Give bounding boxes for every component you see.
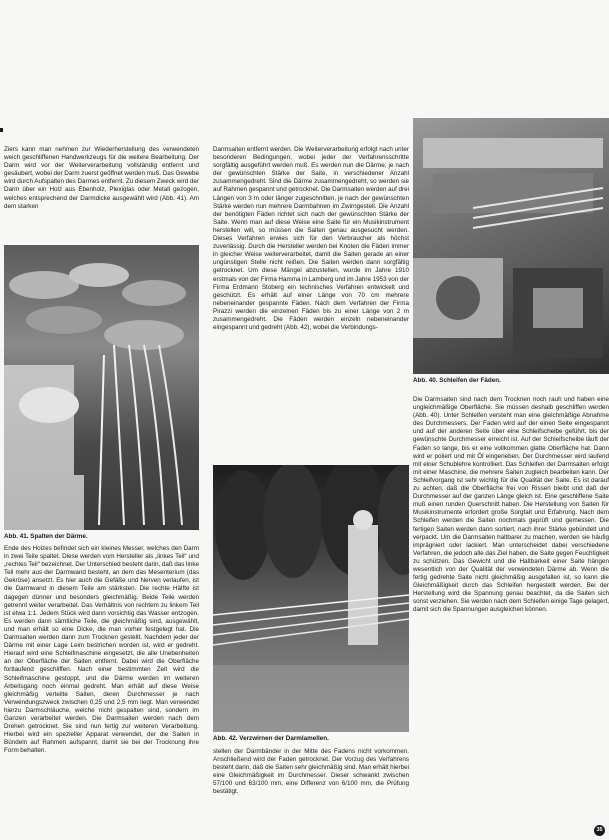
column-3-text xyxy=(413,396,609,836)
photo-twisting-lamellae xyxy=(213,465,409,732)
column-2-bottom-text xyxy=(213,748,409,838)
photo-grinding-threads xyxy=(413,118,609,374)
paragraph: Ziers kann man nehmen zur Wiederherstellung des verwendeten weich geschliffenen Handwerkzeugs für die weitere Bearbeitung. Der Darm wird vor der Weiterverarbeitung vollständig entfernt und gesäubert, wobei der Darm zuerst geöffnet werden muß. Das Gewebe wird durch Aufspalten des Darmes entfernt. Zu diesem Zweck wird der Darm über ein Holz aus Ebenholz, Plexiglas oder Metall gezogen, welches entsprechend der Darmdicke ausgewählt wird (Abb. 41). Am dem starken xyxy=(4,146,199,210)
paragraph: Die Darmsaiten sind nach dem Trocknen noch rauh und haben eine ungleichmäßige Oberfläche. Sie müssen deshalb geschliffen werden (Abb. 40). Unter Schleifen versteht man eine gleichmäßige Abnahme des Durchmessers. Der Faden wird auf der einen Seite eingespannt und auf der anderen Seite über eine Schleifscheibe geführt, bis der gewünschte Durchmesser erreicht ist. Auf der Schleifscheibe läuft der Faden so lange, bis er eine vollkommen glatte Oberfläche hat. Dann wird er poliert und mit Öl eingerieben. Der Durchmesser wird laufend mit einer Schublehre kontrolliert. Das Schleifen der Darmsaiten erfolgt mit einer Maschine, die mehrere Saiten zugleich bearbeiten kann. Der Schleifvorgang ist sehr wichtig für die Qualität der Saite. Es ist darauf zu achten, daß die Oberfläche frei von Rissen bleibt und daß der Durchmesser auf der ganzen Länge gleich ist. Eine geschliffene Saite muß einen runden Querschnitt haben. Die Herstellung von Saiten für Musikinstrumente erfordert große Sorgfalt und Erfahrung. Nach dem Schleifen werden die Saiten nochmals geprüft und gemessen. Die fertigen Saiten werden dann sortiert, nach ihrer Stärke gebündelt und verpackt. Um die Darmsaiten haltbarer zu machen, werden sie häufig imprägniert oder lackiert. Man unterscheidet dabei verschiedene Verfahren, die jedoch alle das Ziel haben, die Saite gegen Feuchtigkeit zu schützen. Das Gewicht und die Haltbarkeit einer Saite hängen wesentlich von der Qualität der verwendeten Därme ab. Wenn die fertig gedrehte Saite nicht gleichmäßig ausgefallen ist, so kann die Gleichmäßigkeit durch das Schleifen hergestellt werden. Bei der Herstellung wird die Spannung genau beachtet, da die Saiten sich sonst verziehen. Sie werden nach dem Schleifen einige Tage gelagert, damit sich die Spannungen ausgleichen können. xyxy=(413,396,609,614)
page-number: 35 xyxy=(594,825,605,836)
column-1-bottom-text xyxy=(4,545,199,838)
paragraph: stellen der Darmbänder in der Mitte des Fadens nicht vorkommen. Anschließend wird der Faden getrocknet. Der Vorzug des Verfahrens besteht darin, daß die Saiten sehr gleichmäßig sind. Man erhält hierbei eine Gleichmäßigkeit im Durchmesser. Dieser schwankt zwischen 57/100 und 63/100 mm, eine Differenz von 6/100 mm, die Prüfung bestätigt. xyxy=(213,748,409,796)
photo-illustration xyxy=(413,118,609,374)
figure-caption-41: Abb. 41. Spalten der Därme. xyxy=(4,533,88,540)
column-1-top-text xyxy=(4,146,199,238)
paragraph: Darmsaiten entfernt werden. Die Weiterverarbeitung erfolgt nach unter besonderen Bedingungen, wobei jeder der Verfahrensschritte sorgfältig ausgeführt werden muß. Es werden nun die Därme, je nach der gewünschten Stärke der Saite, in verschiedener Anzahl zusammengedreht. Sind die Därme zusammengedreht, so werden sie auf Rahmen gespannt und getrocknet. Die Darmsaiten werden auf drei Längen von 3 m oder länger zugeschnitten, je nach der gewünschten Stärke werden nun mehrere Darmbahnen im Zwirngestell. Die Anzahl der benötigten Fäden richtet sich nach der gewünschten Stärke der Saite. Wenn man auf diese Weise eine Saite für ein Musikinstrument herstellen will, so müssen die Saiten genau ausgesucht werden. Dieses Verfahren erwies sich für den Verbraucher als höchst zuverlässig. Durch die Hersteller werden bei Knoten die Fäden immer in gleicher Weise weiterverarbeitet, damit die Saiten gerade an einer ungünstigen Stelle nicht reißen. Die Saiten werden dann sorgfältig getrocknet. Um diese Mängel abzustellen, wurde im Jahre 1910 erstmals von der Firma Hamma in Lamberg und im Jahre 1953 von der Firma Erdmann Stoberg ein technisches Verfahren entwickelt und geschützt. Es erhält auf einer Länge von 70 cm mehrere nebeneinander gespannte Fäden. Nach dem Verfahren der Firma Pirazzi werden die einzelnen Fäden bis zu einer Länge von 2 m zusammengedreht. Die Fäden werden einzeln nebeneinander eingespannt und gedreht (Abb. 42), wobei die Verbindungs- xyxy=(213,146,409,332)
photo-splitting-intestines xyxy=(4,245,199,530)
figure-caption-42: Abb. 42. Verzwirnen der Darmlamellen. xyxy=(213,735,329,742)
margin-mark xyxy=(0,128,3,132)
photo-illustration xyxy=(213,465,409,732)
figure-caption-40: Abb. 40. Schleifen der Fäden. xyxy=(413,377,501,384)
photo-illustration xyxy=(4,245,199,530)
column-2-top-text xyxy=(213,146,409,460)
paragraph: Ende des Holzes befindet sich ein kleines Messer, welches den Darm in zwei Teile spaltet. Diese werden vom Hersteller als „linkes Teil“ und „rechtes Teil“ bezeichnet. Der Unterschied besteht darin, daß das linke Teil mehr aus der Darmwand besteht, an dem das Mesenterium (das Gekröse) ansetzt. Es hier auch die Gefäße und Nerven verlaufen, ist die Darmwand in diesem Teile am stärksten. Die rechte Hälfte ist dagegen dünner und besonders gleichmäßig. Beide Teile werden getrennt weiter verarbeitet. Das Verhältnis von rechtem zu linkem Teil ist etwa 1:1. Jedem Stück wird dann vorsichtig das Wasser entzogen. Es werden dann sämtliche Teile, die gleichmäßig sind, ausgewählt, und man erhält so eine Dicke, die man vorher festgelegt hat. Die Darmsaiten werden dann zum Trocknen gestellt. Nachdem jeder der Därme mit einer Lage Leim bestrichen worden ist, wird er gedreht. Hierauf wird eine Schleifmaschine eingesetzt, die alle Unebenheiten an der Oberfläche der Saiten entfernt. Dabei wird die Oberfläche fortlaufend geschliffen. Nach einer bestimmten Zeit wird die Schleifmaschine gestoppt, und die Därme werden im weiteren Arbeitsgang noch einmal gedreht. Man erhält auf diese Weise gleichmäßig verteilte Saiten, deren Durchmesser je nach Verwendungszweck zwischen 0,25 und 2,5 mm liegt. Man verwendet hierzu Darmschläuche, welche nicht gespalten sind, sondern im Ganzen verarbeitet werden. Die Darmsaiten werden nach dem Drehen getrocknet. Sie sind nun fertig zur weiteren Verarbeitung. Hierbei wird ein spezieller Apparat verwendet, der die Saiten in Bündeln auf Rahmen aufspannt, damit sie bei der Trocknung ihre Form behalten. xyxy=(4,545,199,755)
